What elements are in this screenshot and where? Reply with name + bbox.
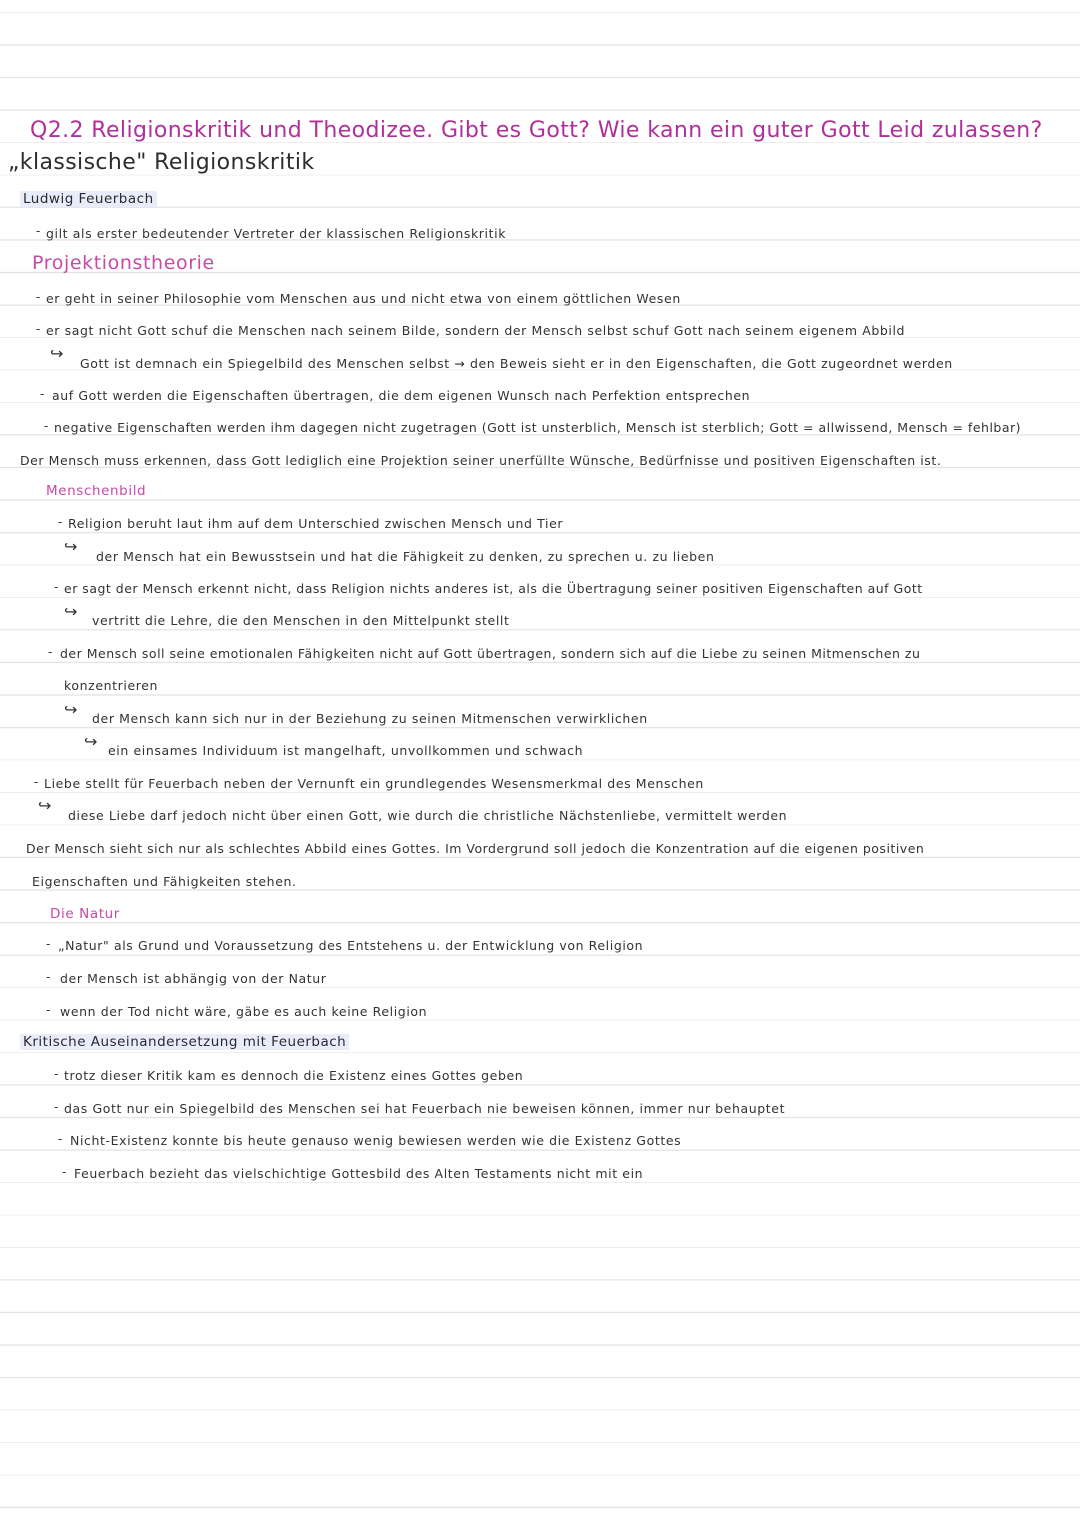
bullet-dash: - — [58, 515, 63, 529]
heading-die-natur: Die Natur — [50, 906, 120, 922]
bullet-dash: - — [62, 1165, 67, 1179]
bullet-dash: - — [46, 937, 51, 951]
note-line: wenn der Tod nicht wäre, gäbe es auch keine Religion — [60, 1004, 428, 1019]
note-line: trotz dieser Kritik kam es dennoch die Existenz eines Gottes geben — [64, 1068, 524, 1083]
section-subtitle: „klassische" Religionskritik — [8, 150, 315, 175]
bullet-dash: - — [54, 1067, 59, 1081]
bullet-dash: - — [54, 580, 59, 594]
heading-menschenbild: Menschenbild — [46, 483, 147, 499]
note-line: vertritt die Lehre, die den Menschen in den Mittelpunkt stellt — [92, 613, 510, 628]
bullet-dash: - — [34, 775, 39, 789]
note-line: auf Gott werden die Eigenschaften übertragen, die dem eigenen Wunsch nach Perfektion entsprechen — [52, 388, 751, 403]
note-line: konzentrieren — [64, 678, 159, 693]
bullet-dash: - — [48, 645, 53, 659]
note-line: der Mensch kann sich nur in der Beziehung zu seinen Mitmenschen verwirklichen — [92, 711, 648, 726]
page-title: Q2.2 Religionskritik und Theodizee. Gibt es Gott? Wie kann ein guter Gott Leid zulassen? — [30, 118, 1043, 143]
return-arrow-icon: ↪ — [50, 344, 64, 363]
return-arrow-icon: ↪ — [38, 796, 52, 815]
note-line: Nicht-Existenz konnte bis heute genauso wenig bewiesen werden wie die Existenz Gottes — [70, 1133, 682, 1148]
note-line: ein einsames Individuum ist mangelhaft, unvollkommen und schwach — [108, 743, 584, 758]
bullet-dash: - — [40, 387, 45, 401]
bullet-dash: - — [44, 419, 49, 433]
note-line: Gott ist demnach ein Spiegelbild des Menschen selbst → den Beweis sieht er in den Eigenschaften, die Gott zugeordnet werden — [80, 356, 953, 371]
note-line: der Mensch ist abhängig von der Natur — [60, 971, 327, 986]
note-line: er geht in seiner Philosophie vom Menschen aus und nicht etwa von einem göttlichen Wesen — [46, 291, 681, 306]
note-line: der Mensch hat ein Bewusstsein und hat die Fähigkeit zu denken, zu sprechen u. zu lieben — [96, 549, 715, 564]
bullet-dash: - — [54, 1100, 59, 1114]
summary-line: Eigenschaften und Fähigkeiten stehen. — [32, 874, 297, 889]
heading-kritische-auseinandersetzung: Kritische Auseinandersetzung mit Feuerbach — [20, 1034, 349, 1050]
return-arrow-icon: ↪ — [64, 602, 78, 621]
note-line: gilt als erster bedeutender Vertreter der klassischen Religionskritik — [46, 226, 507, 241]
note-line: Feuerbach bezieht das vielschichtige Gottesbild des Alten Testaments nicht mit ein — [74, 1166, 644, 1181]
bullet-dash: - — [36, 290, 41, 304]
bullet-dash: - — [36, 224, 41, 238]
return-arrow-icon: ↪ — [64, 700, 78, 719]
bullet-dash: - — [46, 1003, 51, 1017]
heading-feuerbach: Ludwig Feuerbach — [20, 191, 157, 207]
heading-projektionstheorie: Projektionstheorie — [32, 252, 215, 274]
note-line: diese Liebe darf jedoch nicht über einen Gott, wie durch die christliche Nächstenliebe, vermittelt werden — [68, 808, 788, 823]
note-line: „Natur" als Grund und Voraussetzung des Entstehens u. der Entwicklung von Religion — [58, 938, 644, 953]
note-line: das Gott nur ein Spiegelbild des Menschen sei hat Feuerbach nie beweisen können, immer nur behauptet — [64, 1101, 786, 1116]
note-line: Religion beruht laut ihm auf dem Unterschied zwischen Mensch und Tier — [68, 516, 564, 531]
note-line: der Mensch soll seine emotionalen Fähigkeiten nicht auf Gott übertragen, sondern sich auf die Liebe zu seinen Mitmenschen zu — [60, 646, 921, 661]
note-line: er sagt der Mensch erkennt nicht, dass Religion nichts anderes ist, als die Übertragung seiner positiven Eigenschaften auf Gott — [64, 581, 923, 596]
note-line: negative Eigenschaften werden ihm dagegen nicht zugetragen (Gott ist unsterblich, Mensch ist sterblich; Gott = allwissend, Mensch = fehlbar) — [54, 420, 1022, 435]
return-arrow-icon: ↪ — [84, 732, 98, 751]
note-line: er sagt nicht Gott schuf die Menschen nach seinem Bilde, sondern der Mensch selbst schuf Gott nach seinem eigenem Abbild — [46, 323, 906, 338]
summary-line: Der Mensch muss erkennen, dass Gott lediglich eine Projektion seiner unerfüllte Wünsche, Bedürfnisse und positiven Eigenschaften ist. — [20, 453, 942, 468]
bullet-dash: - — [36, 322, 41, 336]
summary-line: Der Mensch sieht sich nur als schlechtes Abbild eines Gottes. Im Vordergrund soll jedoch die Konzentration auf die eigenen positiven — [26, 841, 925, 856]
bullet-dash: - — [46, 970, 51, 984]
bullet-dash: - — [58, 1132, 63, 1146]
return-arrow-icon: ↪ — [64, 537, 78, 556]
note-line: Liebe stellt für Feuerbach neben der Vernunft ein grundlegendes Wesensmerkmal des Menschen — [44, 776, 704, 791]
